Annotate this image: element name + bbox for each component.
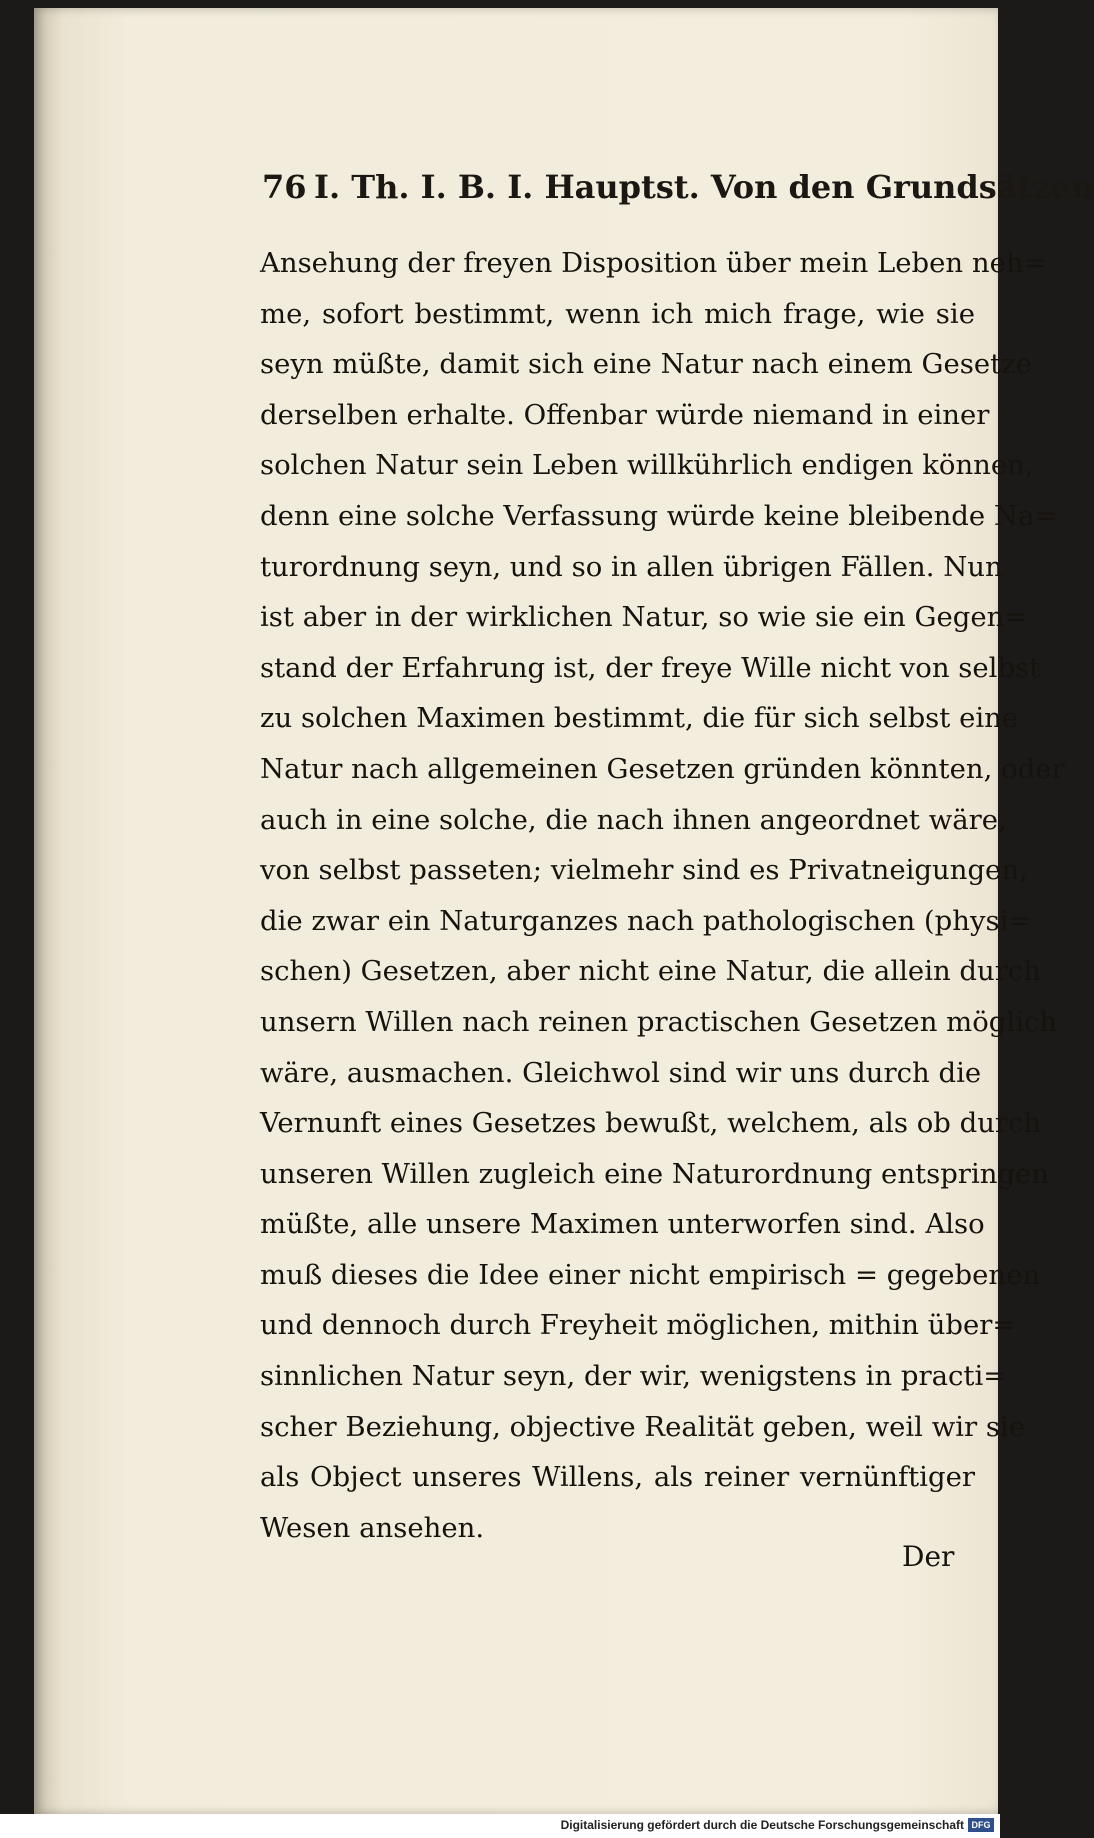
- text-line: stand der Erfahrung ist, der freye Wille nicht von selbst: [260, 651, 1041, 684]
- text-line: sinnlichen Natur seyn, der wir, wenigstens in practi=: [260, 1360, 1007, 1393]
- text-line: Wesen ansehen.: [260, 1511, 485, 1544]
- text-line: muß dieses die Idee einer nicht empirisch = gegebenen: [260, 1258, 1041, 1291]
- text-line: ist aber in der wirklichen Natur, so wie sie ein Gegen=: [260, 601, 1028, 634]
- text-line: scher Beziehung, objective Realität geben, weil wir sie: [260, 1410, 1026, 1443]
- page-header: [262, 168, 1094, 208]
- text-line: Natur nach allgemeinen Gesetzen gründen könnten, oder: [260, 752, 1065, 785]
- text-line: schen) Gesetzen, aber nicht eine Natur, die allein durch: [260, 955, 1042, 988]
- text-line: als Object unseres Willens, als reiner vernünftiger: [260, 1461, 975, 1494]
- book-page: [34, 8, 1094, 1814]
- text-line: Ansehung der freyen Disposition über mein Leben neh=: [260, 247, 1047, 279]
- text-line: die zwar ein Naturganzes nach pathologischen (physi=: [260, 904, 1032, 937]
- text-line: und dennoch durch Freyheit möglichen, mithin über=: [260, 1309, 1016, 1342]
- text-line: wäre, ausmachen. Gleichwol sind wir uns durch die: [260, 1056, 982, 1089]
- page-number: 76: [262, 168, 307, 206]
- running-head: I. Th. I. B. I. Hauptst. Von den Grundsätzen: [314, 168, 1094, 206]
- dfg-logo: DFG: [968, 1818, 994, 1832]
- text-line: auch in eine solche, die nach ihnen angeordnet wäre,: [260, 803, 1007, 836]
- text-line: von selbst passeten; vielmehr sind es Privatneigungen,: [260, 854, 1028, 887]
- text-line: unsern Willen nach reinen practischen Gesetzen möglich: [260, 1005, 1058, 1038]
- text-line: Vernunft eines Gesetzes bewußt, welchem, als ob durch: [260, 1107, 1042, 1140]
- text-line: zu solchen Maximen bestimmt, die für sich selbst eine: [260, 702, 1019, 735]
- text-line: derselben erhalte. Offenbar würde niemand in einer: [260, 398, 990, 431]
- text-line: müßte, alle unsere Maximen unterworfen sind. Also: [260, 1208, 985, 1241]
- catchword: Der: [902, 1540, 955, 1573]
- body-text: [260, 238, 1065, 1553]
- text-line: seyn müßte, damit sich eine Natur nach einem Gesetze: [260, 348, 1032, 381]
- text-line: turordnung seyn, und so in allen übrigen Fällen. Nun: [260, 550, 1003, 583]
- funding-credit: Digitalisierung gefördert durch die Deutsche Forschungsgemeinschaft: [560, 1818, 964, 1832]
- text-line: solchen Natur sein Leben willkührlich endigen können,: [260, 449, 1034, 482]
- text-line: unseren Willen zugleich eine Naturordnung entspringen: [260, 1157, 1050, 1190]
- text-line: denn eine solche Verfassung würde keine bleibende Na=: [260, 499, 1058, 532]
- text-line: me, sofort bestimmt, wenn ich mich frage, wie sie: [260, 297, 975, 330]
- digitization-footer: [0, 1814, 1000, 1838]
